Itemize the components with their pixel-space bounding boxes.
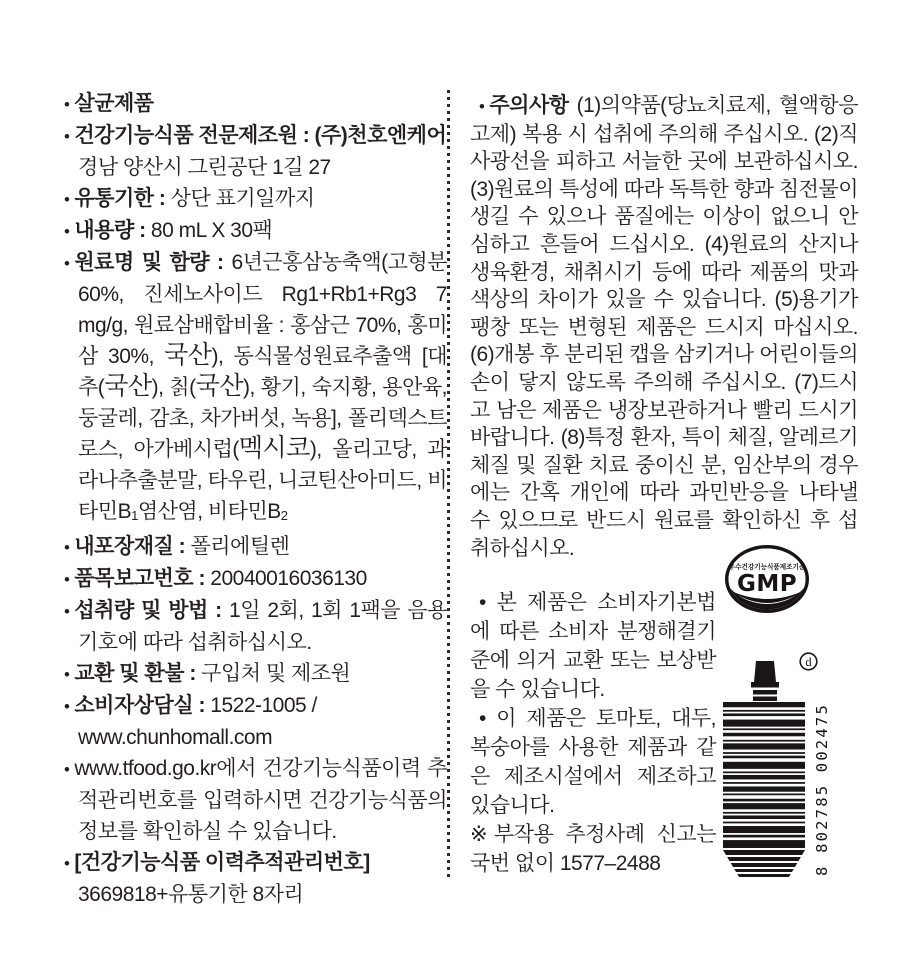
field-label: 품목보고번호 : bbox=[74, 567, 211, 590]
pouch-cap-icon bbox=[751, 661, 779, 701]
note-item bbox=[470, 820, 716, 878]
field-label: 건강기능식품 전문제조원 : (주)천호엔케어 bbox=[74, 124, 447, 147]
label-item bbox=[64, 120, 447, 183]
label-item bbox=[64, 690, 447, 753]
field-value: 국산 bbox=[164, 341, 212, 369]
field-value: 80 mL X 30팩 bbox=[150, 219, 273, 242]
field-value: 1일 2회, 1회 1팩을 음용 기호에 따라 섭취하십시오. bbox=[78, 599, 448, 654]
column-divider bbox=[447, 90, 450, 878]
field-value: (1)의약품(당뇨치료제, 혈액항응고제) 복용 시 섭취에 주의해 주십시오. (2)직사광선을 피하고 서늘한 곳에 보관하십시오. (3)원료의 특성에 따라 독특한 향과 침전물이 생길 수 있으나 품질에는 이상이 없으니 안심하고 흔들어 드십시오. (4)원료의 산지나 생육환경, 채취시기 등에 따라 제품의 맛과 색상의 차이가 있을 수 있습니다. (5)용기가 팽창 또는 변형된 제품은 드시지 마십시오. (6)개봉 후 분리된 캡을 삼키거나 어린이들의 손이 닿지 않도록 주의해 주십시오. (7)드시고 남은 제품은 냉장보관하거나 빨리 드시기 바랍니다. (8)특정 환자, 특이 체질, 알레르기 체질 및 질환 치료 중이신 분, 임산부의 경우에는 간혹 개인에 따라 과민반응을 나타낼 수 있으므로 반드시 원료를 확인하신 후 섭취하십시오. bbox=[470, 94, 859, 560]
gmp-badge-icon bbox=[724, 544, 810, 614]
bullet-dot: • bbox=[64, 538, 70, 557]
pouch-bottom-stripes bbox=[723, 850, 805, 877]
reference-mark: ※ bbox=[470, 823, 494, 846]
pouch-barcode bbox=[723, 645, 843, 878]
bullet-dot: • bbox=[64, 190, 70, 209]
field-value: 국산 bbox=[104, 372, 152, 400]
bullet-dot: • bbox=[64, 222, 70, 241]
field-value: 염산염, 비타민B bbox=[137, 500, 281, 523]
notes-section bbox=[470, 588, 716, 878]
bullet-dot: • bbox=[479, 591, 497, 614]
bullet-dot: • bbox=[64, 95, 70, 114]
field-label: 교환 및 환불 : bbox=[74, 662, 202, 685]
bullet-dot: • bbox=[64, 665, 70, 684]
circled-d-symbol bbox=[800, 653, 817, 670]
barcode-bars bbox=[723, 702, 805, 848]
bullet-dot: • bbox=[64, 760, 70, 779]
field-label: 살균제품 bbox=[74, 92, 154, 115]
field-value: 구입처 및 제조원 bbox=[201, 662, 351, 685]
label-item bbox=[64, 595, 447, 658]
field-value: ), 칡( bbox=[151, 376, 196, 399]
field-value: 상단 표기일까지 bbox=[170, 187, 315, 210]
field-value: ), 동식물성원료추출액 [대추( bbox=[78, 345, 447, 399]
note-item bbox=[470, 704, 716, 820]
bullet-dot: • bbox=[479, 707, 497, 730]
field-value: ), 황기, 숙지황, 용안육, 둥굴레, 감초, 차가버섯, 녹용], 폴리덱스트로스, 아가베시럽( bbox=[78, 376, 447, 461]
field-value: www.tfood.go.kr에서 건강기능식품이력 추적관리번호를 입력하시면 건강기능식품의 정보를 확인하실 수 있습니다. bbox=[74, 757, 447, 843]
left-info-column bbox=[64, 88, 447, 910]
field-value: www.chunhomall.com bbox=[78, 726, 273, 749]
label-item bbox=[64, 531, 447, 563]
label-item bbox=[64, 563, 447, 595]
field-label: 원료명 및 함량 : bbox=[74, 251, 232, 274]
field-value: 20040016036130 bbox=[210, 567, 367, 590]
bullet-dot: • bbox=[64, 570, 70, 589]
bullet-dot: • bbox=[64, 697, 70, 716]
gmp-top-text: 우수건강기능식품제조기준 bbox=[728, 564, 806, 571]
pouch-barcode-icon bbox=[723, 645, 843, 878]
label-item bbox=[64, 847, 447, 910]
field-value: 2 bbox=[280, 508, 288, 523]
label-item bbox=[64, 753, 447, 847]
note-text: 이 제품은 토마토, 대두, 복숭아를 사용한 제품과 같은 제조시설에서 제조하고 있습니다. bbox=[470, 707, 716, 817]
field-value: 6년근홍삼농축액(고형분 60%, 진세노사이드 Rg1+Rb1+Rg3 7 mg/g, 원료삼배합비율 : 홍삼근 70%, 홍미삼 30%, bbox=[78, 251, 447, 368]
label-item bbox=[64, 247, 447, 531]
bullet-dot: • bbox=[64, 254, 70, 273]
barcode-number: 8 802785 002475 bbox=[813, 703, 831, 876]
field-label: [건강기능식품 이력추적관리번호] bbox=[74, 851, 370, 874]
field-label: 주의사항 bbox=[489, 94, 577, 117]
bullet-dot: • bbox=[64, 854, 70, 873]
field-label: 섭취량 및 방법 : bbox=[74, 599, 230, 622]
field-label: 소비자상담실 : bbox=[74, 694, 211, 717]
circled-d-letter: d bbox=[805, 655, 812, 669]
label-item bbox=[64, 183, 447, 215]
bullet-dot: • bbox=[64, 602, 70, 621]
field-label: 내포장재질 : bbox=[74, 535, 191, 558]
caution-section bbox=[470, 92, 858, 562]
gmp-badge bbox=[724, 544, 810, 614]
field-value: 3669818+유통기한 8자리 bbox=[78, 883, 304, 906]
label-item bbox=[64, 215, 447, 247]
field-value: ), 올리고당, 과라나추출분말, 타우린, 니코틴산아미드, 비타민B bbox=[78, 438, 447, 523]
gmp-label: GMP bbox=[736, 571, 798, 597]
note-text: 부작용 추정사례 신고는 국번 없이 1577–2488 bbox=[470, 823, 716, 875]
label-item bbox=[64, 88, 447, 120]
note-text: 본 제품은 소비자기본법에 따른 소비자 분쟁해결기준에 의거 교환 또는 보상받을 수 있습니다. bbox=[470, 591, 717, 701]
field-value: 1522-1005 / bbox=[210, 694, 317, 717]
field-label: 내용량 : bbox=[74, 219, 151, 242]
bullet-dot: • bbox=[479, 97, 485, 116]
field-value: 1 bbox=[131, 508, 138, 523]
field-label: 유통기한 : bbox=[74, 187, 171, 210]
field-value: 국산 bbox=[195, 372, 243, 400]
field-value: 폴리에틸렌 bbox=[190, 535, 290, 558]
label-item bbox=[64, 658, 447, 690]
note-item bbox=[470, 588, 716, 704]
bullet-dot: • bbox=[64, 127, 70, 146]
field-value: 경남 양산시 그린공단 1길 27 bbox=[78, 156, 331, 179]
field-value: 멕시코 bbox=[238, 434, 310, 462]
